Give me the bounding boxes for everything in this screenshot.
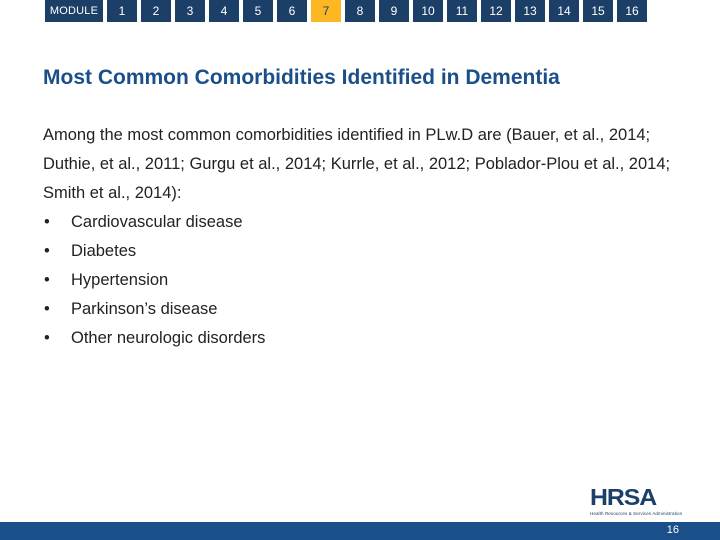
module-tab-3[interactable]: 3 xyxy=(175,0,205,22)
footer-bar xyxy=(0,522,720,540)
list-item-label: Parkinson’s disease xyxy=(71,300,218,318)
bullet-icon: • xyxy=(44,271,50,289)
module-tab-8[interactable]: 8 xyxy=(345,0,375,22)
list-item xyxy=(43,295,703,324)
list-item xyxy=(43,208,703,237)
comorbidity-list xyxy=(43,208,703,353)
module-tab-7[interactable]: 7 xyxy=(311,0,341,22)
hrsa-logo-subtitle: Health Resources & Services Administration xyxy=(590,511,683,516)
list-item-label: Diabetes xyxy=(71,242,137,260)
module-tab-14[interactable]: 14 xyxy=(549,0,579,22)
slide-title: Most Common Comorbidities Identified in Dementia xyxy=(43,66,560,89)
module-tab-2[interactable]: 2 xyxy=(141,0,171,22)
list-item xyxy=(43,324,703,353)
hrsa-logo-mark: HRSA xyxy=(590,484,657,510)
module-tab-4[interactable]: 4 xyxy=(209,0,239,22)
list-item-label: Hypertension xyxy=(71,271,169,289)
module-tab-15[interactable]: 15 xyxy=(583,0,613,22)
module-tab-9[interactable]: 9 xyxy=(379,0,409,22)
page-number: 16 xyxy=(666,524,679,536)
list-item-label: Cardiovascular disease xyxy=(71,213,243,231)
module-tab-11[interactable]: 11 xyxy=(447,0,477,22)
module-tab-5[interactable]: 5 xyxy=(243,0,273,22)
module-label: MODULE xyxy=(45,0,103,22)
bullet-icon: • xyxy=(44,329,50,347)
module-nav xyxy=(45,0,647,22)
list-item xyxy=(43,266,703,295)
list-item xyxy=(43,237,703,266)
slide-body xyxy=(43,121,703,353)
bullet-icon: • xyxy=(44,242,50,260)
intro-text: Among the most common comorbidities identified in PLw.D are (Bauer, et al., 2014; Duthie, et al., 2011; Gurgu et al., 2014; Kurrle, et al., 2012; Poblador-Plou et al., 2014; Smith et al., 2014): xyxy=(43,126,671,202)
module-tab-16[interactable]: 16 xyxy=(617,0,647,22)
module-tab-1[interactable]: 1 xyxy=(107,0,137,22)
hrsa-logo xyxy=(590,486,686,520)
list-item-label: Other neurologic disorders xyxy=(71,329,266,347)
bullet-icon: • xyxy=(44,300,50,318)
module-tab-12[interactable]: 12 xyxy=(481,0,511,22)
bullet-icon: • xyxy=(44,213,50,231)
module-tab-6[interactable]: 6 xyxy=(277,0,307,22)
module-tab-10[interactable]: 10 xyxy=(413,0,443,22)
module-tab-13[interactable]: 13 xyxy=(515,0,545,22)
